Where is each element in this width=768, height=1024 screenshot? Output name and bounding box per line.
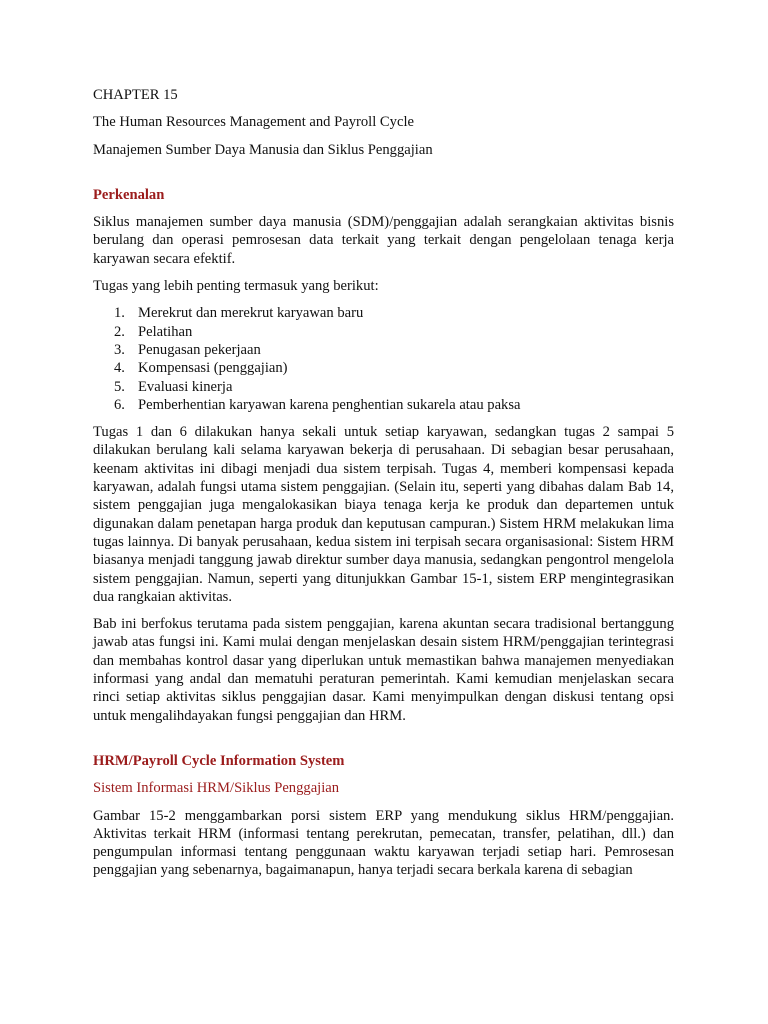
list-item-text: Penugasan pekerjaan [138, 341, 261, 358]
chapter-label: CHAPTER 15 [93, 87, 178, 103]
list-item-number: 2. [114, 323, 125, 340]
task-list [93, 304, 674, 414]
list-item [93, 341, 674, 359]
paragraph-intro: Siklus manajemen sumber daya manusia (SDM)/penggajian adalah serangkaian aktivitas bisnis berulang dan operasi pemrosesan data terkait yang terkait dengan pengelolaan tenaga kerja karyawan secara efektif. [93, 214, 674, 267]
list-item-number: 6. [114, 396, 125, 413]
paragraph-erp-overview: Gambar 15-2 menggambarkan porsi sistem ERP yang mendukung siklus HRM/penggajian. Aktivitas terkait HRM (informasi tentang perekrutan, pemecatan, transfer, pelatihan, dll.) dan pengumpulan informasi tentang penggunaan waktu karyawan terjadi setiap hari. Pemrosesan penggajian yang sebenarnya, bagaimanapun, hanya terjadi secara berkala karena di sebagian [93, 807, 674, 879]
paragraph-chapter-focus: Bab ini berfokus terutama pada sistem penggajian, karena akuntan secara tradisional bertanggung jawab atas fungsi ini. Kami mulai dengan menjelaskan desain sistem HRM/penggajian terintegrasi dan membahas kontrol dasar yang diperlukan untuk memastikan bahwa manajemen menyediakan informasi yang andal dan mematuhi peraturan pemerintah. Kami kemudian menjelaskan secara rinci setiap aktivitas siklus penggajian dasar. Kami menyimpulkan dengan diskusi tentang opsi untuk mengalihdayakan fungsi penggajian dan HRM. [93, 616, 674, 724]
section-heading-hrm-payroll: HRM/Payroll Cycle Information System [93, 752, 345, 769]
list-item [93, 304, 674, 322]
list-item [93, 323, 674, 341]
list-item-text: Kompensasi (penggajian) [138, 360, 288, 377]
list-item [93, 378, 674, 396]
section-heading-perkenalan: Perkenalan [93, 186, 165, 203]
paragraph-tasks-detail: Tugas 1 dan 6 dilakukan hanya sekali untuk setiap karyawan, sedangkan tugas 2 sampai 5 dilakukan berulang kali selama karyawan bekerja di perusahaan. Di sebagian besar perusahaan, keenam aktivitas ini dibagi menjadi dua sistem terpisah. Tugas 4, memberi kompensasi kepada karyawan, adalah fungsi utama sistem penggajian. (Selain itu, seperti yang dibahas dalam Bab 14, sistem penggajian juga mengalokasikan biaya tenaga kerja ke produk dan departemen untuk digunakan dalam penetapan harga produk dan keputusan campuran.) Sistem HRM melakukan lima tugas lainnya. Di banyak perusahaan, kedua sistem ini terpisah secara organisasional: Sistem HRM biasanya menjadi tanggung jawab direktur sumber daya manusia, sedangkan pengontrol mengelola sistem penggajian. Namun, seperti yang ditunjukkan Gambar 15-1, sistem ERP mengintegrasikan dua rangkaian aktivitas. [93, 424, 674, 605]
list-item-number: 3. [114, 341, 125, 358]
paragraph-tasks-lead: Tugas yang lebih penting termasuk yang berikut: [93, 278, 379, 295]
document-page [93, 86, 674, 889]
list-item [93, 396, 674, 414]
list-item-text: Merekrut dan merekrut karyawan baru [138, 305, 364, 322]
title-english: The Human Resources Management and Payroll Cycle [93, 114, 414, 131]
list-item-number: 5. [114, 378, 125, 395]
section-subheading-sistem-informasi: Sistem Informasi HRM/Siklus Penggajian [93, 780, 340, 797]
list-item-text: Pemberhentian karyawan karena penghentian sukarela atau paksa [138, 396, 521, 413]
list-item [93, 359, 674, 377]
list-item-number: 1. [114, 305, 125, 322]
list-item-text: Pelatihan [138, 323, 193, 340]
list-item-number: 4. [114, 360, 125, 377]
list-item-text: Evaluasi kinerja [138, 378, 233, 395]
title-indonesian: Manajemen Sumber Daya Manusia dan Siklus Penggajian [93, 141, 433, 158]
